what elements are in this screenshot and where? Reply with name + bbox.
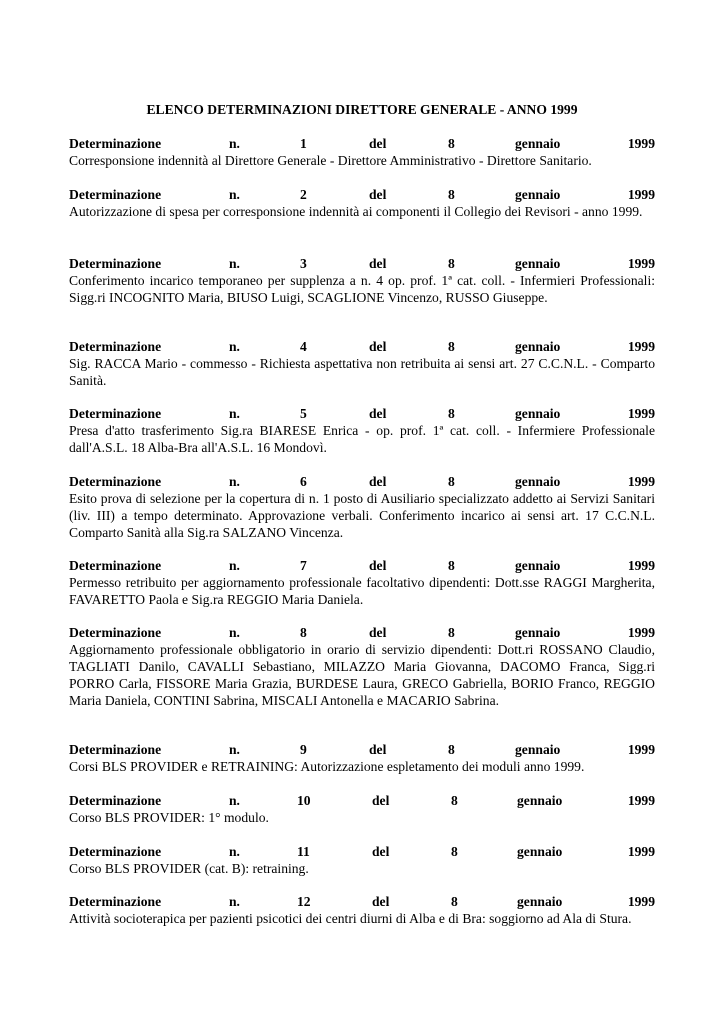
entry-header [69, 338, 655, 355]
entry-header [69, 255, 655, 272]
entry-day: 8 [448, 339, 455, 354]
entry-n-label: n. [229, 894, 240, 909]
entry-year: 1999 [627, 625, 655, 640]
entry-year: 1999 [627, 187, 655, 202]
entry-n-label: n. [229, 474, 240, 489]
determination-entry [69, 792, 655, 826]
entry-header [69, 624, 655, 641]
determination-entry [69, 843, 655, 877]
entry-label: Determinazione [69, 894, 162, 909]
entry-n-label: n. [229, 339, 240, 354]
entry-description: Esito prova di selezione per la copertura di n. 1 posto di Ausiliario specializzato addetto ai Servizi Sanitari (liv. III) a tempo determinato. Approvazione verbali. Conferimento incarico ai sensi art. 17 C.C.N.L. Comparto Sanità alla Sig.ra SALZANO Vincenza. [69, 491, 655, 540]
entry-day: 8 [451, 793, 458, 808]
entry-label: Determinazione [69, 844, 162, 859]
entry-n-label: n. [229, 187, 240, 202]
entry-month: gennaio [515, 256, 561, 271]
entry-year: 1999 [627, 339, 655, 354]
entry-header [69, 843, 655, 860]
entry-description: Sig. RACCA Mario - commesso - Richiesta aspettativa non retribuita ai sensi art. 27 C.C.N.L. - Comparto Sanità. [69, 356, 655, 388]
entry-year: 1999 [627, 844, 655, 859]
determination-entry [69, 186, 655, 220]
determination-entry [69, 255, 655, 306]
entry-month: gennaio [515, 474, 561, 489]
document-title: ELENCO DETERMINAZIONI DIRETTORE GENERALE - ANNO 1999 [146, 102, 578, 117]
entry-header [69, 741, 655, 758]
determination-entry [69, 135, 655, 169]
entry-month: gennaio [515, 558, 561, 573]
entry-del-label: del [369, 625, 387, 640]
entry-month: gennaio [515, 136, 561, 151]
entry-year: 1999 [627, 256, 655, 271]
entry-del-label: del [369, 136, 387, 151]
entry-label: Determinazione [69, 256, 162, 271]
entry-year: 1999 [627, 136, 655, 151]
entry-label: Determinazione [69, 793, 162, 808]
entry-del-label: del [372, 793, 390, 808]
entry-day: 8 [448, 136, 455, 151]
entry-description: Attività socioterapica per pazienti psicotici dei centri diurni di Alba e di Bra: soggiorno ad Ala di Stura. [69, 911, 632, 926]
entry-day: 8 [448, 474, 455, 489]
entry-month: gennaio [515, 187, 561, 202]
entry-description: Corso BLS PROVIDER (cat. B): retraining. [69, 861, 309, 876]
entry-day: 8 [451, 894, 458, 909]
entry-description: Aggiornamento professionale obbligatorio in orario di servizio dipendenti: Dott.ri ROSSANO Claudio, TAGLIATI Danilo, CAVALLI Sebastiano, MILAZZO Maria Giovanna, DACOMO Franca, Sigg.ri PORRO Carla, FISSORE Maria Grazia, BURDESE Laura, GRECO Gabriella, BORIO Franco, REGGIO Maria Daniela, CONTINI Sabrina, MISCALI Antonella e MACARIO Sabrina. [69, 642, 655, 708]
entry-del-label: del [369, 187, 387, 202]
entry-year: 1999 [627, 894, 655, 909]
entry-month: gennaio [515, 625, 561, 640]
entry-del-label: del [372, 844, 390, 859]
determination-entry [69, 893, 655, 927]
entry-header [69, 473, 655, 490]
entry-number: 10 [297, 793, 311, 808]
entry-label: Determinazione [69, 558, 162, 573]
entry-description: Permesso retribuito per aggiornamento professionale facoltativo dipendenti: Dott.sse RAGGI Margherita, FAVARETTO Paola e Sig.ra REGGIO Maria Daniela. [69, 575, 655, 607]
entry-year: 1999 [627, 406, 655, 421]
entry-number: 11 [297, 844, 310, 859]
entry-day: 8 [448, 187, 455, 202]
entry-description: Corresponsione indennità al Direttore Generale - Direttore Amministrativo - Direttore Sanitario. [69, 153, 592, 168]
entry-label: Determinazione [69, 136, 162, 151]
determination-entry [69, 405, 655, 456]
entry-day: 8 [451, 844, 458, 859]
entry-number: 4 [300, 339, 307, 354]
entry-description: Conferimento incarico temporaneo per supplenza a n. 4 op. prof. 1ª cat. coll. - Infermieri Professionali: Sigg.ri INCOGNITO Maria, BIUSO Luigi, SCAGLIONE Vincenzo, RUSSO Giuseppe. [69, 273, 655, 305]
entry-n-label: n. [229, 256, 240, 271]
entry-del-label: del [369, 256, 387, 271]
entry-label: Determinazione [69, 187, 162, 202]
entry-del-label: del [369, 474, 387, 489]
entry-del-label: del [372, 894, 390, 909]
entry-n-label: n. [229, 406, 240, 421]
entry-day: 8 [448, 406, 455, 421]
entry-description: Corso BLS PROVIDER: 1° modulo. [69, 810, 269, 825]
entry-description: Autorizzazione di spesa per corresponsione indennità ai componenti il Collegio dei Revisori - anno 1999. [69, 204, 643, 219]
entry-description: Presa d'atto trasferimento Sig.ra BIARESE Enrica - op. prof. 1ª cat. coll. - Infermiere Professionale dall'A.S.L. 18 Alba-Bra all'A.S.L. 16 Mondovì. [69, 423, 655, 455]
entry-number: 8 [300, 625, 307, 640]
entry-description: Corsi BLS PROVIDER e RETRAINING: Autorizzazione espletamento dei moduli anno 1999. [69, 759, 585, 774]
entry-label: Determinazione [69, 625, 162, 640]
entry-header [69, 186, 655, 203]
entry-number: 5 [300, 406, 307, 421]
entry-day: 8 [448, 256, 455, 271]
entry-number: 7 [300, 558, 307, 573]
entry-number: 9 [300, 742, 307, 757]
entry-label: Determinazione [69, 474, 162, 489]
entry-number: 3 [300, 256, 307, 271]
entry-month: gennaio [515, 339, 561, 354]
determination-entry [69, 741, 655, 775]
entry-month: gennaio [517, 844, 563, 859]
entry-month: gennaio [517, 793, 563, 808]
entry-number: 6 [300, 474, 307, 489]
entry-header [69, 893, 655, 910]
entry-year: 1999 [627, 558, 655, 573]
entry-month: gennaio [515, 742, 561, 757]
entry-n-label: n. [229, 136, 240, 151]
entry-day: 8 [448, 742, 455, 757]
entry-header [69, 792, 655, 809]
entry-header [69, 557, 655, 574]
entry-header [69, 135, 655, 152]
entry-number: 2 [300, 187, 307, 202]
entry-label: Determinazione [69, 742, 162, 757]
entry-del-label: del [369, 406, 387, 421]
entry-header [69, 405, 655, 422]
entry-n-label: n. [229, 793, 240, 808]
entry-n-label: n. [229, 558, 240, 573]
entry-year: 1999 [627, 742, 655, 757]
entry-label: Determinazione [69, 339, 162, 354]
entry-day: 8 [448, 625, 455, 640]
entry-del-label: del [369, 558, 387, 573]
entry-del-label: del [369, 339, 387, 354]
entry-month: gennaio [515, 406, 561, 421]
entry-del-label: del [369, 742, 387, 757]
entry-year: 1999 [627, 474, 655, 489]
entry-month: gennaio [517, 894, 563, 909]
entry-year: 1999 [627, 793, 655, 808]
determination-entry [69, 624, 655, 709]
entry-n-label: n. [229, 625, 240, 640]
entry-label: Determinazione [69, 406, 162, 421]
entry-number: 12 [297, 894, 311, 909]
entry-day: 8 [448, 558, 455, 573]
entry-n-label: n. [229, 844, 240, 859]
entry-n-label: n. [229, 742, 240, 757]
entry-number: 1 [300, 136, 307, 151]
determination-entry [69, 557, 655, 608]
determination-entry [69, 473, 655, 541]
determination-entry [69, 338, 655, 389]
